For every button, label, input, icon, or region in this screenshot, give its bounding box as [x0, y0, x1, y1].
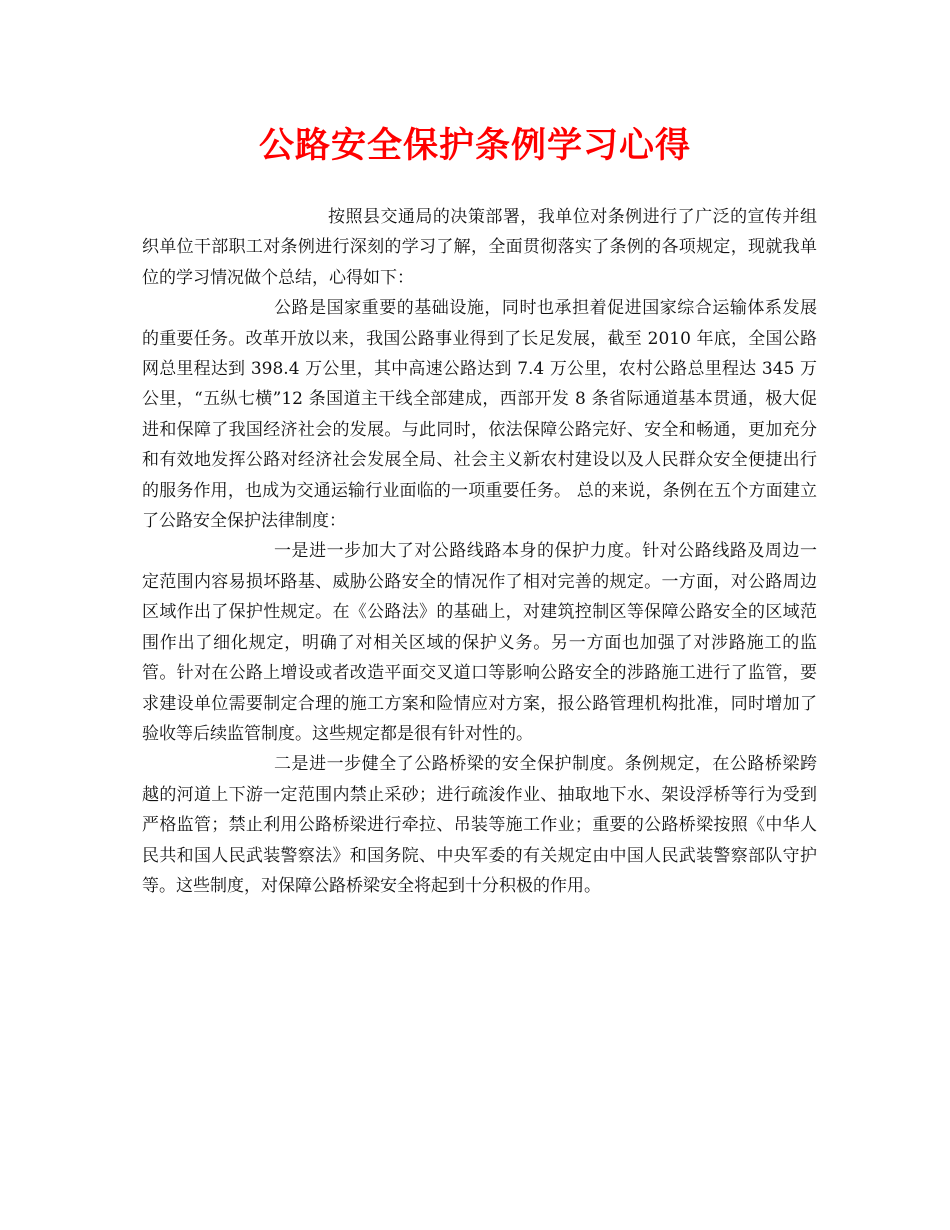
document-title: 公路安全保护条例学习心得 — [258, 125, 691, 166]
paragraph-point-two: 二是进一步健全了公路桥梁的安全保护制度。条例规定，在公路桥梁跨越的河道上下游一定范围内禁止采砂；进行疏浚作业、抽取地下水、架设浮桥等行为受到严格监管；禁止利用公路桥梁进行牵拉、吊装等施工作业；重要的公路桥梁按照《中华人民共和国人民武装警察法》和国务院、中央军委的有关规定由中国人民武装警察部队守护等。这些制度，对保障公路桥梁安全将起到十分积极的作用。 — [142, 754, 817, 896]
paragraph-background: 公路是国家重要的基础设施，同时也承担着促进国家综合运输体系发展的重要任务。改革开放以来，我国公路事业得到了长足发展，截至 2010 年底，全国公路网总里程达到 398.4 万公里，其中高速公路达到 7.4 万公里，农村公路总里程达 345 万公里，“五纵七横”12 条国道主干线全部建成，西部开发 8 条省际通道基本贯通，极大促进和保障了我国经济社会的发展。与此同时，依法保障公路完好、安全和畅通，更加充分和有效地发挥公路对经济社会发展全局、社会主义新农村建设以及人民群众安全便捷出行的服务作用，也成为交通运输行业面临的一项重要任务。 总的来说，条例在五个方面建立了公路安全保护法律制度： — [142, 298, 817, 532]
paragraph-point-one: 一是进一步加大了对公路线路本身的保护力度。针对公路线路及周边一定范围内容易损坏路基、威胁公路安全的情况作了相对完善的规定。一方面，对公路周边区域作出了保护性规定。在《公路法》的基础上，对建筑控制区等保障公路安全的区域范围作出了细化规定，明确了对相关区域的保护义务。另一方面也加强了对涉路施工的监管。针对在公路上增设或者改造平面交叉道口等影响公路安全的涉路施工进行了监管，要求建设单位需要制定合理的施工方案和险情应对方案，报公路管理机构批准，同时增加了验收等后续监管制度。这些规定都是很有针对性的。 — [142, 541, 817, 744]
paragraph-intro: 按照县交通局的决策部署，我单位对条例进行了广泛的宣传并组织单位干部职工对条例进行深刻的学习了解，全面贯彻落实了条例的各项规定，现就我单位的学习情况做个总结，心得如下： — [142, 207, 817, 288]
document-body — [142, 202, 817, 901]
